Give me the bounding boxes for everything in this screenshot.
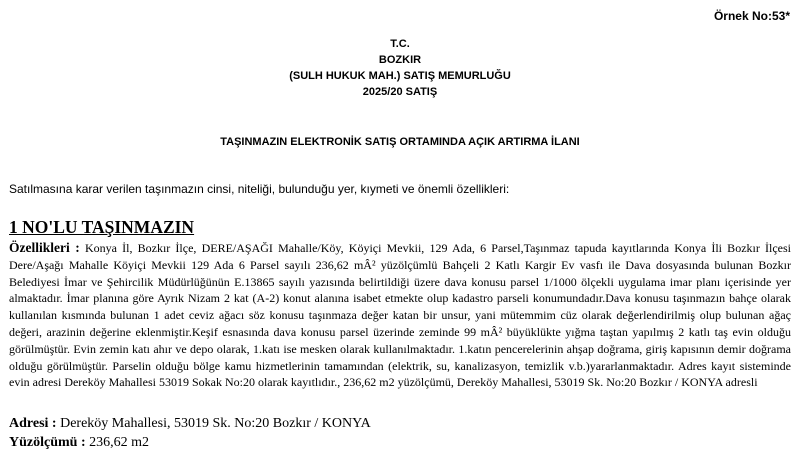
header-line-office: (SULH HUKUK MAH.) SATIŞ MEMURLUĞU [289, 70, 511, 82]
header-line-file-number: 2025/20 SATIŞ [362, 86, 438, 98]
features-text: Konya İl, Bozkır İlçe, DERE/AŞAĞI Mahalle/Köy, Köyiçi Mevkii, 129 Ada, 6 Parsel,Taşınmaz tapuda kayıtlarında Konya İli Bozkır İlçesi Dere/Aşağı Mahalle Köyiçi Mevkii 129 Ada 6 Parsel sayılı 236,62 mÂ² yüzölçümlü Bahçeli 2 Katlı Kargir Ev vasfı ile Dava dosyasında bulunan Bozkır Belediyesi İmar ve Şehircilik Müdürlüğünün E.13865 sayılı yazısında belirtildiği üzere dava konusu parsel 1/1000 ölçekli uygulama imar planı içerisinde yer almaktadır. İmar planına göre Ayrık Nizam 2 kat (A-2) konut alanına isabet etmekte olup kadastro parseli konumundadır.Dava konusu taşınmazın bahçe olarak kullanılan kısmında bulunan 1 adet ceviz ağacı söz konusu taşınmaza değer katan bir unsur, yani mütemmim cüz olarak değerlendirilmiş olup bulunan ağaç değeri, arazinin değerine eklenmiştir.Keşif esnasında dava konusu parsel üzerinde zeminde 99 mÂ² büyüklükte yığma taştan yapılmış 2 katlı taş evin olduğu görülmüştür. Evin zemin katı ahır ve depo olarak, 1.katı ise mesken olarak kullanılmaktadır. 1.katın pencerelerinin ahşap doğrama, giriş kapısının demir doğrama olduğu görülmüştür. Parselin olduğu bölge kamu hizmetlerinin tamamından (elektrik, su, kanalizasyon, temizlik v.b.)yararlanmaktadır. Adres kayıt sisteminde evin adresi Dereköy Mahallesi 53019 Sokak No:20 olarak kayıtlıdır., 236,62 m2 yüzölçümü, Dereköy Mahallesi, 53019 Sk. No:20 Bozkır / KONYA adresli [9, 241, 791, 390]
property-features [9, 240, 791, 391]
features-label: Özellikleri : [9, 240, 80, 255]
property-area [9, 434, 791, 452]
announcement-title: TAŞINMAZIN ELEKTRONİK SATIŞ ORTAMINDA AÇIK ARTIRMA İLANI [220, 136, 580, 148]
property-title: 1 NO'LU TAŞINMAZIN [9, 217, 195, 237]
address-value: Dereköy Mahallesi, 53019 Sk. No:20 Bozkır / KONYA [60, 416, 371, 431]
intro-text: Satılmasına karar verilen taşınmazın cinsi, niteliği, bulunduğu yer, kıymeti ve önemli özellikleri: [9, 182, 510, 196]
header-line-tc: T.C. [390, 38, 410, 50]
area-value: 236,62 m2 [89, 435, 150, 450]
area-label: Yüzölçümü : [9, 435, 86, 450]
form-number: Örnek No:53* [713, 9, 790, 23]
document-header [0, 36, 800, 100]
address-label: Adresi : [9, 416, 57, 431]
header-line-district: BOZKIR [378, 54, 422, 66]
property-address [9, 415, 791, 433]
